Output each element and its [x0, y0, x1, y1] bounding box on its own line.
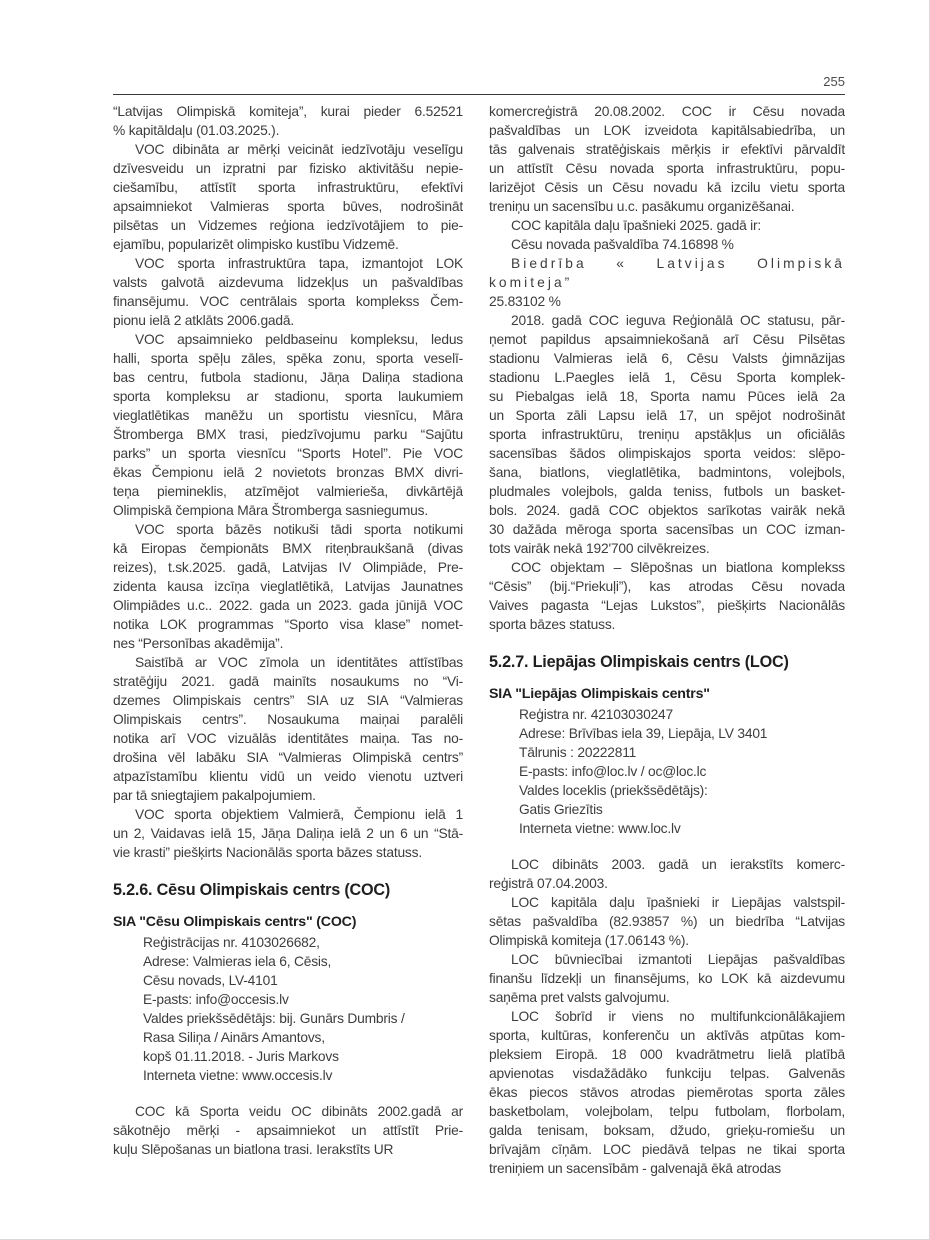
text-line: Olimpiskā komiteja (17.06143 %).: [489, 933, 689, 948]
text-line: stadionu L.Paegles ielā 1, Cēsu Sporta komplek-: [489, 370, 845, 385]
section-heading: 5.2.7. Liepājas Olimpiskais centrs (LOC): [489, 653, 789, 671]
column-left: [113, 102, 463, 1178]
text-line: reģistrā 07.04.2003.: [489, 876, 608, 891]
org-details: [113, 933, 463, 1085]
text-line: Olimpiskā čempiona Māra Štromberga sasniegumus.: [113, 503, 428, 518]
text-line: pleksiem Eiropā. 18 000 kvadrātmetru lielā platībā: [489, 1047, 845, 1062]
text-line: bols. 2024. gadā COC objektos sarīkotas vairāk nekā: [489, 503, 845, 518]
detail-line: Valdes loceklis (priekšsēdētājs):: [519, 783, 708, 798]
text-line: atpazīstamību klientu vidū un veido vienotu uztveri: [113, 769, 463, 784]
paragraph: [113, 140, 463, 254]
text-line: VOC dibināta ar mērķi veicināt iedzīvotāju veselīgu: [135, 142, 463, 157]
detail-line: Gatis Griezītis: [519, 802, 603, 817]
text-line: šana, biatlons, vieglatlētika, badmintons, volejbols,: [489, 465, 845, 480]
text-line: kuļu Slēpošanas un biatlona trasi. Ierakstīts UR: [113, 1142, 394, 1157]
text-line: “Latvijas Olimpiskā komiteja”, kurai pieder 6.52521: [113, 104, 463, 119]
text-line: notika LOK programmas “Sporto visa klase” nomet-: [113, 617, 463, 632]
text-line: LOC dibināts 2003. gadā un ierakstīts komerc-: [511, 857, 845, 872]
text-line: sākotnējo mērķi - apsaimniekot un attīstīt Prie-: [113, 1123, 463, 1138]
text-line: larizējot Cēsis un Cēsu novadu kā izcilu vietu sporta: [489, 180, 845, 195]
paragraph: [113, 102, 463, 140]
text-line: su Piebalgas ielā 18, Sporta namu Pūces ielā 2a: [489, 389, 845, 404]
text-line: Olimpiskais centrs”. Nosaukuma maiņai paralēli: [113, 712, 463, 727]
text-line: COC objektam – Slēpošnas un biatlona komplekss: [511, 560, 845, 575]
text-line: reizes), t.sk.2025. gadā, Latvijas IV Olimpiāde, Pre-: [113, 560, 463, 575]
text-line: ciešamību, attīstīt sporta infrastruktūru, efektīvi: [113, 180, 463, 195]
text-line: ēkas Čempionu ielā 2 novietots bronzas BMX divri-: [113, 465, 463, 480]
detail-line: Cēsu novads, LV-4101: [143, 973, 278, 988]
page-header: [113, 74, 845, 89]
detail-line: E-pasts: info@occesis.lv: [143, 992, 289, 1007]
text-line: 25.83102 %: [489, 294, 561, 309]
detail-line: Tālrunis : 20222811: [519, 745, 637, 760]
text-line: saņēma pret valsts galvojumu.: [489, 990, 670, 1005]
text-line: un attīstīt Cēsu novada sporta infrastruktūru, popu-: [489, 161, 845, 176]
org-name: SIA "Cēsu Olimpiskais centrs" (COC): [113, 914, 357, 930]
detail-line: kopš 01.11.2018. - Juris Markovs: [143, 1049, 339, 1064]
text-line: pilsētas un Vidzemes reģiona iedzīvotājiem to pie-: [113, 218, 463, 233]
text-line: tās galvenais stratēģiskais mērķis ir efektīvi pārvaldīt: [489, 142, 845, 157]
text-line: treniņiem un sacensībām - galvenajā ēkā atrodas: [489, 1161, 782, 1176]
text-line: pludmales volejbols, galda teniss, futbols un basket-: [489, 484, 845, 499]
paragraph: [489, 558, 845, 634]
text-line: sporta kompleksu ar stadionu, sporta laukumiem: [113, 389, 463, 404]
text-line: 2018. gadā COC ieguva Reģionālā OC statusu, pār-: [511, 313, 845, 328]
text-line: sporta, kultūras, konferenču un aktīvās atpūtas kom-: [489, 1028, 845, 1043]
text-line: Saistībā ar VOC zīmola un identitātes attīstības: [135, 655, 463, 670]
paragraph: [113, 653, 463, 805]
text-line: dzemes Olimpiskais centrs” SIA uz SIA “Valmieras: [113, 693, 463, 708]
text-line: % kapitāldaļu (01.03.2025.).: [113, 123, 280, 138]
text-line: LOC kapitāla daļu īpašnieki ir Liepājas valstspil-: [511, 895, 845, 910]
detail-line: Valdes priekšsēdētājs: bij. Gunārs Dumbris /: [143, 1011, 405, 1026]
text-line: sporta bāzes statuss.: [489, 617, 616, 632]
text-line: teņa piemineklis, atzīmējot valmierieša, divkārtējā: [113, 484, 463, 499]
paragraph: [113, 254, 463, 330]
text-line: un Sporta zāli Lapsu ielā 17, un spējot nodrošināt: [489, 408, 845, 423]
text-line: sacensības šādos olimpiskajos sporta veidos: slēpo-: [489, 446, 845, 461]
text-columns: [113, 102, 845, 1178]
detail-line: E-pasts: info@loc.lv / oc@loc.lc: [519, 764, 707, 779]
paragraph: [489, 102, 845, 216]
text-line: ejamību, popularizēt olimpisko kustību Vidzemē.: [113, 237, 399, 252]
text-line: LOC šobrīd ir viens no multifunkcionālākajiem: [511, 1009, 845, 1024]
detail-line: Reģistra nr. 42103030247: [519, 707, 673, 722]
text-line: ņemot papildus apsaimniekošanā arī Cēsu Pilsētas: [489, 332, 845, 347]
text-line: VOC sporta infrastruktūra tapa, izmantojot LOK: [135, 256, 463, 271]
text-line: VOC sporta bāzēs notikuši tādi sporta notikumi: [135, 522, 463, 537]
org-details: [489, 705, 845, 838]
text-line: halli, sporta spēļu zāles, spēka zonu, sporta veselī-: [113, 351, 463, 366]
text-line: dzīvesveidu un izpratni par fizisko aktivitāšu nepie-: [113, 161, 463, 176]
text-line: Olimpiādes u.c.. 2022. gada un 2023. gada jūnijā VOC: [113, 598, 463, 613]
detail-line: Interneta vietne: www.occesis.lv: [143, 1068, 333, 1083]
text-line: apvienotas visdažādāko funkciju telpas. Galvenās: [489, 1066, 845, 1081]
text-line: ēkas piecos stāvos atrodas piemērotas sporta zāles: [489, 1085, 845, 1100]
text-line: Biedrība « Latvijas Olimpiskā komiteja”: [489, 256, 845, 290]
text-line: apsaimniekot Valmieras sporta būves, nodrošināt: [113, 199, 463, 214]
paragraph: [489, 893, 845, 950]
paragraph: [489, 950, 845, 1007]
text-line: VOC apsaimnieko peldbaseinu kompleksu, ledus: [135, 332, 463, 347]
paragraph: [113, 330, 463, 520]
text-line: finanšu līdzekļi un finansējums, ko LOK kā aizdevumu: [489, 971, 845, 986]
text-line: Štromberga BMX trasi, piedzīvojumu parku “Sajūtu: [113, 427, 463, 442]
text-line: sētas pašvaldība (82.93857 %) un biedrība “Latvijas: [489, 914, 845, 929]
text-line: treniņu un sacensību u.c. pasākumu organizēšanai.: [489, 199, 795, 214]
text-line: stratēģiju 2021. gadā mainīts nosaukums no “Vi-: [113, 674, 463, 689]
text-line: valsts galvotā aizdevuma lidzekļus un pašvaldības: [113, 275, 463, 290]
section-heading: 5.2.6. Cēsu Olimpiskais centrs (COC): [113, 881, 391, 899]
paragraph: [489, 1007, 845, 1178]
detail-line: Adrese: Brīvības iela 39, Liepāja, LV 3401: [519, 726, 768, 741]
text-line: finansējumu. VOC centrālais sporta komplekss Čem-: [113, 294, 463, 309]
text-line: sporta infrastruktūru, treniņu apstākļus un oficiālās: [489, 427, 845, 442]
text-line: pašvaldības un LOK izveidota kapitālsabiedrība, un: [489, 123, 845, 138]
text-line: bas centru, futbola stadionu, Jāņa Daliņa stadiona: [113, 370, 463, 385]
text-line: COC kapitāla daļu īpašnieki 2025. gadā ir:: [511, 218, 762, 233]
page-content: [113, 0, 845, 1178]
paragraph: [113, 520, 463, 653]
paragraph: [489, 216, 845, 311]
text-line: vie krasti” piešķirts Nacionālās sporta bāzes statuss.: [113, 845, 422, 860]
detail-line: Adrese: Valmieras iela 6, Cēsis,: [143, 954, 332, 969]
org-name: SIA "Liepājas Olimpiskais centrs": [489, 686, 710, 702]
text-line: brīvajām cīņām. LOC piedāvā telpas ne tikai sporta: [489, 1142, 845, 1157]
text-line: Cēsu novada pašvaldība 74.16898 %: [511, 237, 734, 252]
text-line: VOC sporta objektiem Valmierā, Čempionu ielā 1: [135, 807, 463, 822]
text-line: un 2, Vaidavas ielā 15, Jāņa Daliņa ielā 2 un 6 un “Stā-: [113, 826, 463, 841]
text-line: komercreģistrā 20.08.2002. COC ir Cēsu novada: [489, 104, 845, 119]
page-number: 255: [823, 74, 845, 89]
paragraph: [489, 855, 845, 893]
paragraph: [489, 311, 845, 558]
paragraph: [113, 805, 463, 862]
text-line: pionu ielā 2 atklāts 2006.gadā.: [113, 313, 294, 328]
text-line: zidenta kausa izcīņa vieglatlētikā, Latvijas Jaunatnes: [113, 579, 463, 594]
text-line: 30 dažāda mēroga sporta sacensības un COC izman-: [489, 522, 845, 537]
detail-line: Reģistrācijas nr. 4103026682,: [143, 935, 320, 950]
text-line: drošina vēl labāku SIA “Valmieras Olimpiskā centrs”: [113, 750, 463, 765]
text-line: basketbolam, volejbolam, telpu futbolam, florbolam,: [489, 1104, 845, 1119]
text-line: vieglatlētikas manēžu un sportistu viesnīcu, Māra: [113, 408, 463, 423]
column-right: [489, 102, 845, 1178]
detail-line: Rasa Siliņa / Ainārs Amantovs,: [143, 1030, 325, 1045]
detail-line: Interneta vietne: www.loc.lv: [519, 821, 681, 836]
text-line: nes “Personības akadēmija”.: [113, 636, 284, 651]
text-line: galda tenisam, boksam, džudo, grieķu-romiešu un: [489, 1123, 845, 1138]
text-line: COC kā Sporta veidu OC dibināts 2002.gadā ar: [135, 1104, 463, 1119]
text-line: LOC būvniecībai izmantoti Liepājas pašvaldības: [511, 952, 845, 967]
text-line: kā Eiropas čempionāts BMX riteņbraukšanā (divas: [113, 541, 463, 556]
text-line: stadionu Valmieras ielā 6, Cēsu Valsts ģimnāzijas: [489, 351, 845, 366]
header-rule: [113, 94, 845, 95]
text-line: tots vairāk nekā 192'700 cilvēkreizes.: [489, 541, 710, 556]
text-line: par tā sniegtajiem pakalpojumiem.: [113, 788, 316, 803]
text-line: notika arī VOC vizuālās identitātes maiņa. Tas no-: [113, 731, 463, 746]
text-line: Vaives pagasta “Lejas Lukstos”, piešķirts Nacionālās: [489, 598, 845, 613]
text-line: parks” un sporta viesnīcu “Sports Hotel”. Pie VOC: [113, 446, 463, 461]
paragraph: [113, 1102, 463, 1159]
text-line: “Cēsis” (bij.“Priekuļi”), kas atrodas Cēsu novada: [489, 579, 845, 594]
